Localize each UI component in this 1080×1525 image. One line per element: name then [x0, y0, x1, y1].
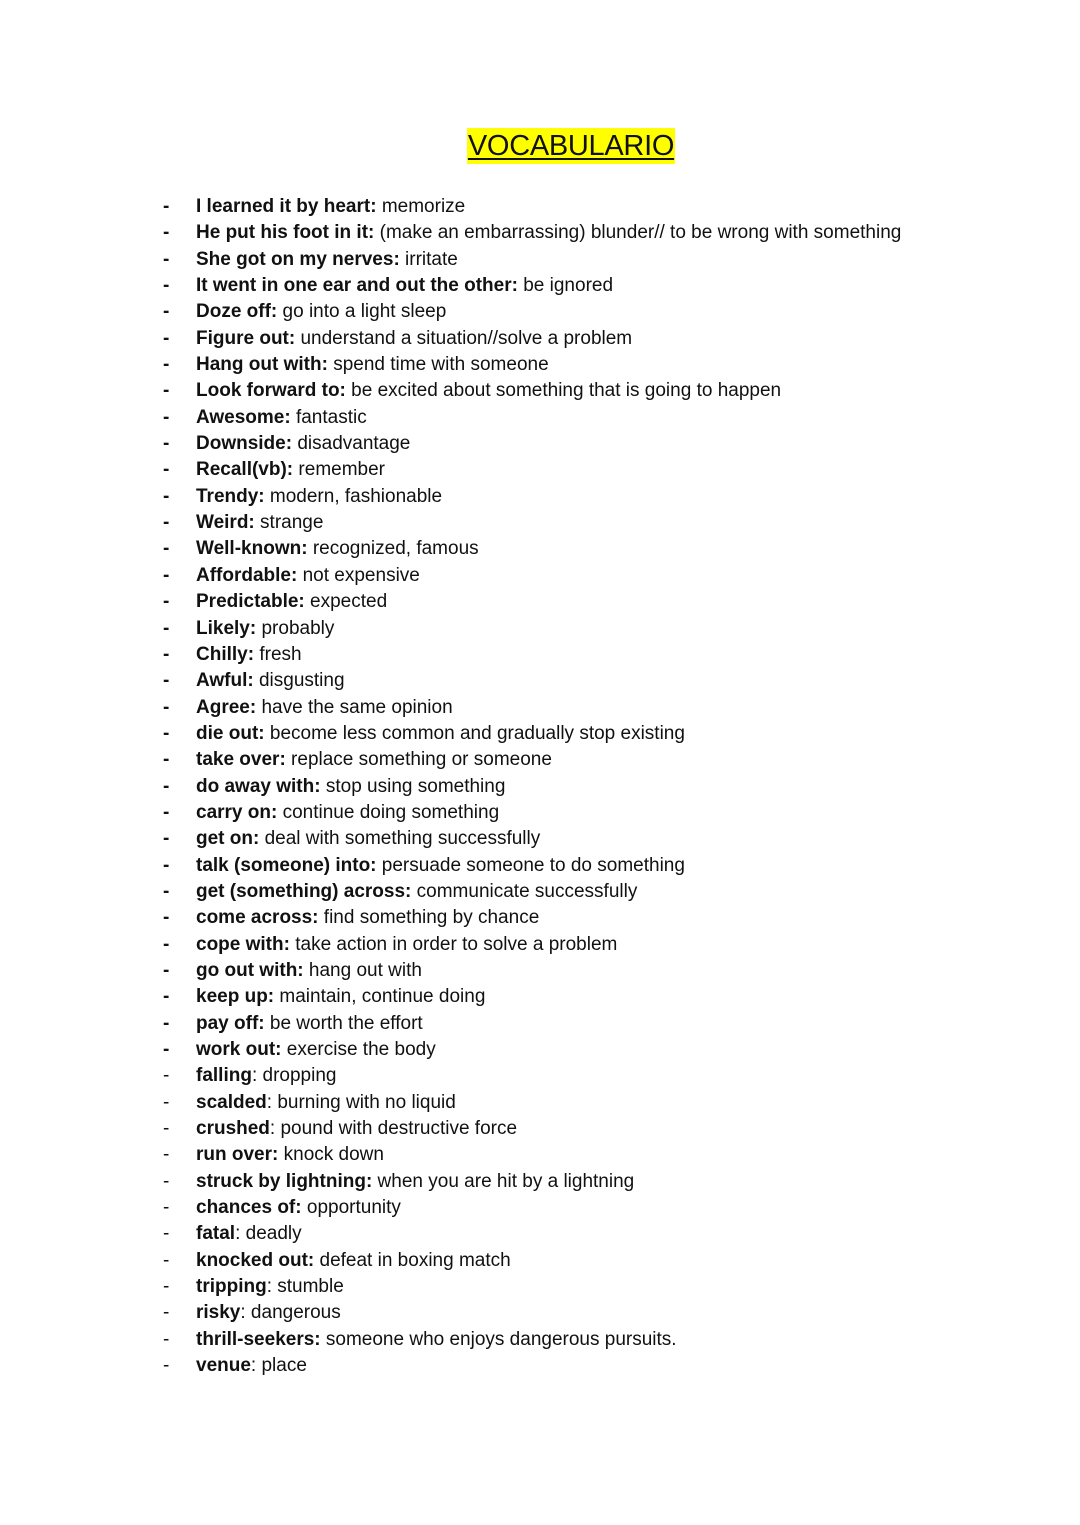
bullet-dash: - [163, 880, 170, 902]
vocabulary-entry [196, 879, 637, 905]
vocabulary-definition: strange [254, 512, 324, 534]
bullet-dash: - [163, 1170, 170, 1192]
vocabulary-entry [196, 800, 499, 826]
bullet-dash: - [163, 617, 170, 639]
vocabulary-item [0, 826, 1080, 852]
vocabulary-entry [196, 1169, 634, 1195]
vocabulary-item [0, 1116, 1080, 1142]
vocabulary-definition: find something by chance [318, 907, 540, 929]
bullet-dash: - [163, 512, 170, 534]
vocabulary-entry [196, 352, 549, 378]
vocabulary-item [0, 220, 1080, 246]
vocabulary-entry [196, 826, 540, 852]
bullet-dash: - [163, 222, 170, 244]
bullet-dash: - [163, 380, 170, 402]
vocabulary-definition: deal with something successfully [259, 828, 541, 850]
vocabulary-term: falling [196, 1065, 252, 1087]
vocabulary-entry [196, 747, 552, 773]
vocabulary-item [0, 695, 1080, 721]
bullet-dash: - [163, 1197, 170, 1219]
vocabulary-term: He put his foot in it: [196, 222, 375, 244]
vocabulary-item [0, 273, 1080, 299]
vocabulary-entry [196, 431, 410, 457]
vocabulary-term: chances of: [196, 1197, 302, 1219]
vocabulary-definition: take action in order to solve a problem [289, 933, 618, 955]
bullet-dash: - [163, 907, 170, 929]
vocabulary-definition: stop using something [320, 775, 506, 797]
bullet-dash: - [163, 670, 170, 692]
vocabulary-term: Affordable: [196, 564, 298, 586]
vocabulary-item [0, 747, 1080, 773]
bullet-dash: - [163, 327, 170, 349]
title-container [0, 128, 1080, 164]
vocabulary-term: Figure out: [196, 327, 296, 349]
bullet-dash: - [163, 1355, 170, 1377]
vocabulary-entry [196, 774, 505, 800]
vocabulary-definition: disgusting [253, 670, 345, 692]
vocabulary-entry [196, 405, 367, 431]
vocabulary-term: get (something) across: [196, 880, 412, 902]
bullet-dash: - [163, 854, 170, 876]
vocabulary-term: work out: [196, 1039, 282, 1060]
vocabulary-item [0, 905, 1080, 931]
vocabulary-term: scalded [196, 1091, 267, 1113]
vocabulary-definition: exercise the body [281, 1039, 436, 1060]
vocabulary-definition: communicate successfully [411, 880, 638, 902]
vocabulary-definition: be worth the effort [264, 1012, 423, 1034]
vocabulary-entry [196, 1142, 384, 1168]
vocabulary-entry [196, 326, 632, 352]
bullet-dash: - [163, 538, 170, 560]
vocabulary-definition: : place [250, 1355, 307, 1377]
bullet-dash: - [163, 643, 170, 665]
vocabulary-item [0, 299, 1080, 325]
vocabulary-entry [196, 563, 420, 589]
vocabulary-item [0, 1248, 1080, 1274]
vocabulary-term: venue [196, 1355, 251, 1377]
vocabulary-entry [196, 1063, 336, 1089]
vocabulary-term: Likely: [196, 617, 257, 639]
vocabulary-definition: remember [293, 459, 385, 481]
vocabulary-term: Awful: [196, 670, 254, 692]
vocabulary-term: keep up: [196, 986, 275, 1008]
vocabulary-item [0, 536, 1080, 562]
vocabulary-definition: modern, fashionable [264, 485, 443, 507]
vocabulary-definition: memorize [376, 196, 466, 217]
vocabulary-entry [196, 510, 323, 536]
vocabulary-entry [196, 1011, 423, 1037]
vocabulary-term: go out with: [196, 959, 304, 981]
vocabulary-term: get on: [196, 828, 260, 850]
vocabulary-entry [196, 1274, 344, 1300]
vocabulary-term: Doze off: [196, 301, 278, 323]
bullet-dash: - [163, 564, 170, 586]
vocabulary-entry [196, 616, 334, 642]
vocabulary-entry [196, 194, 465, 220]
bullet-dash: - [163, 696, 170, 718]
vocabulary-entry [196, 536, 479, 562]
vocabulary-term: Well-known: [196, 538, 308, 560]
vocabulary-item [0, 958, 1080, 984]
vocabulary-term: come across: [196, 907, 319, 929]
page-title: VOCABULARIO [467, 130, 675, 162]
vocabulary-definition: (make an embarrassing) blunder// to be wrong with something [374, 222, 902, 244]
bullet-dash: - [163, 1328, 170, 1350]
vocabulary-definition: fantastic [290, 406, 367, 428]
bullet-dash: - [163, 1249, 170, 1271]
vocabulary-item [0, 405, 1080, 431]
bullet-dash: - [163, 275, 170, 297]
bullet-dash: - [163, 828, 170, 850]
vocabulary-definition: maintain, continue doing [274, 986, 486, 1008]
vocabulary-entry [196, 1221, 302, 1247]
vocabulary-item [0, 352, 1080, 378]
bullet-dash: - [163, 1065, 170, 1087]
vocabulary-item [0, 1090, 1080, 1116]
vocabulary-entry [196, 721, 685, 747]
vocabulary-item [0, 431, 1080, 457]
vocabulary-definition: hang out with [303, 959, 422, 981]
vocabulary-item [0, 563, 1080, 589]
vocabulary-term: fatal [196, 1223, 236, 1245]
vocabulary-list [0, 194, 1080, 1379]
vocabulary-item [0, 1221, 1080, 1247]
vocabulary-item [0, 668, 1080, 694]
vocabulary-definition: fresh [254, 643, 302, 665]
bullet-dash: - [163, 722, 170, 744]
vocabulary-term: cope with: [196, 933, 290, 955]
vocabulary-entry [196, 299, 446, 325]
vocabulary-term: crushed [196, 1118, 270, 1140]
vocabulary-definition: : dropping [251, 1065, 337, 1087]
bullet-dash: - [163, 959, 170, 981]
vocabulary-definition: be excited about something that is going to happen [345, 380, 782, 402]
vocabulary-item [0, 721, 1080, 747]
bullet-dash: - [163, 1223, 170, 1245]
vocabulary-definition: persuade someone to do something [376, 854, 685, 876]
vocabulary-term: Predictable: [196, 591, 305, 613]
vocabulary-entry [196, 273, 613, 299]
vocabulary-item [0, 510, 1080, 536]
vocabulary-term: Hang out with: [196, 354, 328, 376]
vocabulary-entry [196, 1037, 436, 1063]
vocabulary-definition: : stumble [266, 1276, 344, 1298]
vocabulary-definition: knock down [278, 1144, 384, 1166]
vocabulary-item [0, 1327, 1080, 1353]
vocabulary-entry [196, 1090, 456, 1116]
vocabulary-definition: someone who enjoys dangerous pursuits. [320, 1328, 677, 1350]
bullet-dash: - [163, 986, 170, 1008]
bullet-dash: - [163, 933, 170, 955]
vocabulary-definition: : deadly [235, 1223, 302, 1245]
vocabulary-entry [196, 484, 442, 510]
bullet-dash: - [163, 801, 170, 823]
vocabulary-entry [196, 905, 539, 931]
vocabulary-term: knocked out: [196, 1249, 315, 1271]
vocabulary-term: Awesome: [196, 406, 291, 428]
vocabulary-item [0, 457, 1080, 483]
vocabulary-term: talk (someone) into: [196, 854, 377, 876]
bullet-dash: - [163, 433, 170, 455]
vocabulary-item [0, 932, 1080, 958]
vocabulary-definition: : pound with destructive force [269, 1118, 518, 1140]
vocabulary-term: risky [196, 1302, 241, 1324]
vocabulary-term: die out: [196, 722, 265, 744]
vocabulary-entry [196, 1353, 307, 1379]
vocabulary-term: Chilly: [196, 643, 255, 665]
bullet-dash: - [163, 1012, 170, 1034]
vocabulary-entry [196, 247, 458, 273]
vocabulary-definition: when you are hit by a lightning [372, 1170, 635, 1192]
vocabulary-item [0, 194, 1080, 220]
bullet-dash: - [163, 1118, 170, 1140]
vocabulary-entry [196, 932, 617, 958]
vocabulary-item [0, 589, 1080, 615]
vocabulary-item [0, 484, 1080, 510]
bullet-dash: - [163, 1039, 170, 1060]
vocabulary-item [0, 1142, 1080, 1168]
bullet-dash: - [163, 459, 170, 481]
bullet-dash: - [163, 1276, 170, 1298]
vocabulary-term: Look forward to: [196, 380, 346, 402]
vocabulary-item [0, 1274, 1080, 1300]
bullet-dash: - [163, 406, 170, 428]
vocabulary-term: carry on: [196, 801, 278, 823]
vocabulary-definition: opportunity [301, 1197, 401, 1219]
vocabulary-term: run over: [196, 1144, 279, 1166]
vocabulary-entry [196, 1248, 511, 1274]
vocabulary-item [0, 1037, 1080, 1063]
bullet-dash: - [163, 485, 170, 507]
vocabulary-item [0, 879, 1080, 905]
vocabulary-item [0, 326, 1080, 352]
vocabulary-term: thrill-seekers: [196, 1328, 321, 1350]
vocabulary-entry [196, 378, 781, 404]
vocabulary-entry [196, 589, 387, 615]
vocabulary-definition: : dangerous [240, 1302, 341, 1324]
vocabulary-item [0, 1195, 1080, 1221]
vocabulary-entry [196, 642, 302, 668]
vocabulary-item [0, 1300, 1080, 1326]
vocabulary-item [0, 774, 1080, 800]
bullet-dash: - [163, 301, 170, 323]
bullet-dash: - [163, 1144, 170, 1166]
vocabulary-entry [196, 984, 485, 1010]
vocabulary-definition: defeat in boxing match [314, 1249, 511, 1271]
vocabulary-term: It went in one ear and out the other: [196, 275, 518, 297]
vocabulary-definition: not expensive [297, 564, 420, 586]
vocabulary-term: Weird: [196, 512, 255, 534]
vocabulary-item [0, 1169, 1080, 1195]
bullet-dash: - [163, 775, 170, 797]
vocabulary-definition: irritate [399, 248, 458, 270]
vocabulary-entry [196, 695, 453, 721]
vocabulary-term: Agree: [196, 696, 257, 718]
vocabulary-definition: replace something or someone [285, 749, 552, 771]
vocabulary-item [0, 378, 1080, 404]
vocabulary-term: struck by lightning: [196, 1170, 373, 1192]
vocabulary-definition: go into a light sleep [277, 301, 447, 323]
bullet-dash: - [163, 1302, 170, 1324]
vocabulary-definition: understand a situation//solve a problem [295, 327, 633, 349]
vocabulary-definition: have the same opinion [256, 696, 453, 718]
vocabulary-item [0, 800, 1080, 826]
vocabulary-definition: : burning with no liquid [266, 1091, 456, 1113]
vocabulary-term: tripping [196, 1276, 267, 1298]
vocabulary-entry [196, 1195, 401, 1221]
vocabulary-definition: be ignored [517, 275, 614, 297]
bullet-dash: - [163, 196, 170, 217]
vocabulary-item [0, 1063, 1080, 1089]
vocabulary-definition: disadvantage [292, 433, 411, 455]
vocabulary-term: pay off: [196, 1012, 265, 1034]
vocabulary-entry [196, 1300, 341, 1326]
bullet-dash: - [163, 354, 170, 376]
vocabulary-entry [196, 457, 385, 483]
vocabulary-entry [196, 1327, 677, 1353]
vocabulary-definition: spend time with someone [327, 354, 549, 376]
vocabulary-definition: become less common and gradually stop existing [264, 722, 685, 744]
vocabulary-term: I learned it by heart: [196, 196, 377, 217]
vocabulary-entry [196, 853, 685, 879]
vocabulary-entry [196, 220, 901, 246]
vocabulary-item [0, 616, 1080, 642]
vocabulary-item [0, 642, 1080, 668]
vocabulary-definition: expected [304, 591, 388, 613]
bullet-dash: - [163, 248, 170, 270]
vocabulary-definition: probably [256, 617, 335, 639]
bullet-dash: - [163, 749, 170, 771]
vocabulary-item [0, 247, 1080, 273]
vocabulary-item [0, 853, 1080, 879]
bullet-dash: - [163, 1091, 170, 1113]
vocabulary-term: take over: [196, 749, 286, 771]
vocabulary-entry [196, 1116, 517, 1142]
vocabulary-item [0, 1011, 1080, 1037]
vocabulary-term: Trendy: [196, 485, 265, 507]
vocabulary-entry [196, 668, 345, 694]
vocabulary-item [0, 984, 1080, 1010]
vocabulary-definition: continue doing something [277, 801, 500, 823]
vocabulary-item [0, 1353, 1080, 1379]
vocabulary-entry [196, 958, 422, 984]
vocabulary-term: do away with: [196, 775, 321, 797]
vocabulary-term: Downside: [196, 433, 293, 455]
vocabulary-definition: recognized, famous [307, 538, 479, 560]
bullet-dash: - [163, 591, 170, 613]
vocabulary-term: Recall(vb): [196, 459, 294, 481]
vocabulary-term: She got on my nerves: [196, 248, 400, 270]
